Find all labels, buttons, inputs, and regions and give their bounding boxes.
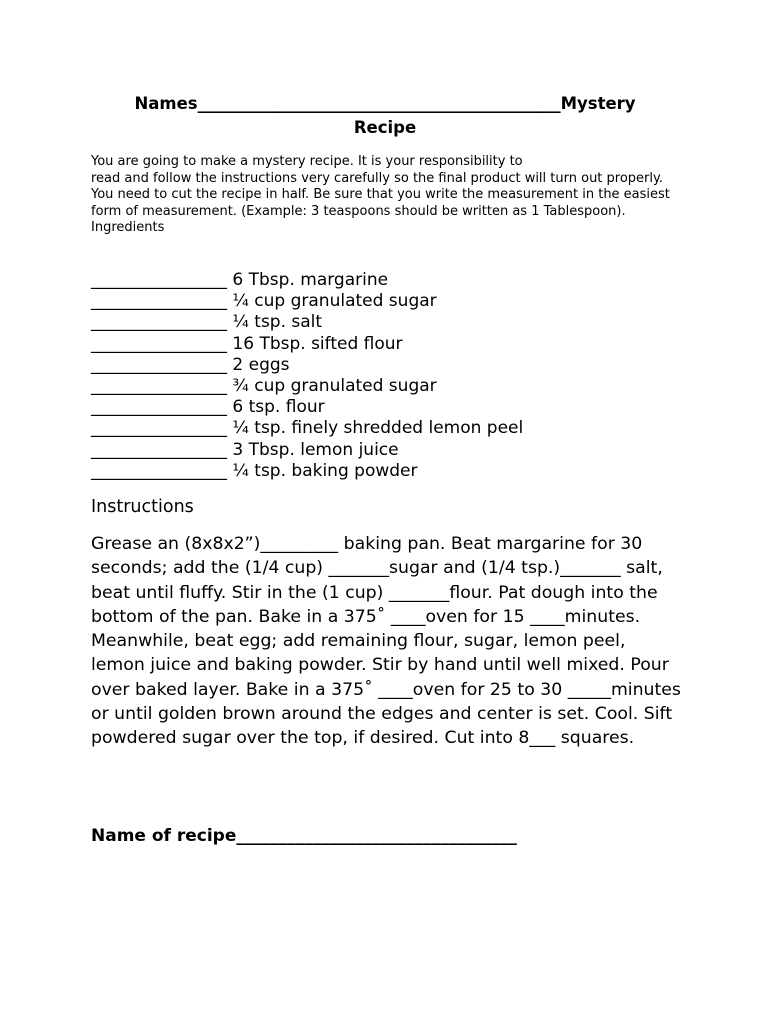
ingredients-label: Ingredients <box>91 220 165 235</box>
ingredient-item: ________________ 3 Tbsp. lemon juice <box>91 439 399 460</box>
instructions-body: Grease an (8x8x2”)_________ baking pan. Beat margarine for 30 seconds; add the (1/4 cup) _______sugar and (1/4 tsp.)_______ salt, beat until fluffy. Stir in the (1 cup) _______flour. Pat dough into the bottom of the pan. Bake in a 375˚ ____oven for 15 ____minutes. Meanwhile, beat egg; add remaining flour, sugar, lemon peel, lemon juice and baking powder. Stir by hand until well mixed. Pour over baked layer. Bake in a 375˚ ____oven for 25 to 30 _____minutes or until golden brown around the edges and center is set. Cool. Sift powdered sugar over the top, if desired. Cut into 8___ squares. <box>91 534 681 749</box>
ingredient-item: ________________ 6 tsp. flour <box>91 397 325 418</box>
intro-paragraph-1-line-1: You are going to make a mystery recipe. It is your responsibility to <box>91 154 523 169</box>
ingredient-item: ________________ 16 Tbsp. sifted flour <box>91 333 403 354</box>
ingredient-item: ________________ 2 eggs <box>91 354 290 375</box>
title-recipe: Recipe <box>353 118 417 137</box>
names-line: Names____________________________________________Mystery <box>134 94 636 113</box>
ingredient-item: ________________ ¼ tsp. salt <box>91 312 323 333</box>
ingredient-item: ________________ ¾ cup granulated sugar <box>91 376 437 397</box>
worksheet-title <box>92 92 678 140</box>
ingredient-item: ________________ ¼ cup granulated sugar <box>91 291 437 312</box>
intro-text <box>91 154 681 237</box>
intro-paragraph-1-line-2: read and follow the instructions very carefully so the final product will turn out properly. <box>91 170 663 186</box>
intro-paragraph-2: You need to cut the recipe in half. Be sure that you write the measurement in the easiest form of measurement. (Example: 3 teaspoons should be written as 1 Tablespoon). <box>91 187 670 219</box>
instructions-heading: Instructions <box>91 497 194 517</box>
ingredients-list <box>91 270 691 482</box>
ingredient-item: ________________ 6 Tbsp. margarine <box>91 270 389 290</box>
ingredient-item: ________________ ¼ tsp. baking powder <box>91 460 418 481</box>
ingredient-item: ________________ ¼ tsp. finely shredded lemon peel <box>91 418 524 439</box>
recipe-name-line: Name of recipe_________________________________ <box>91 826 517 846</box>
